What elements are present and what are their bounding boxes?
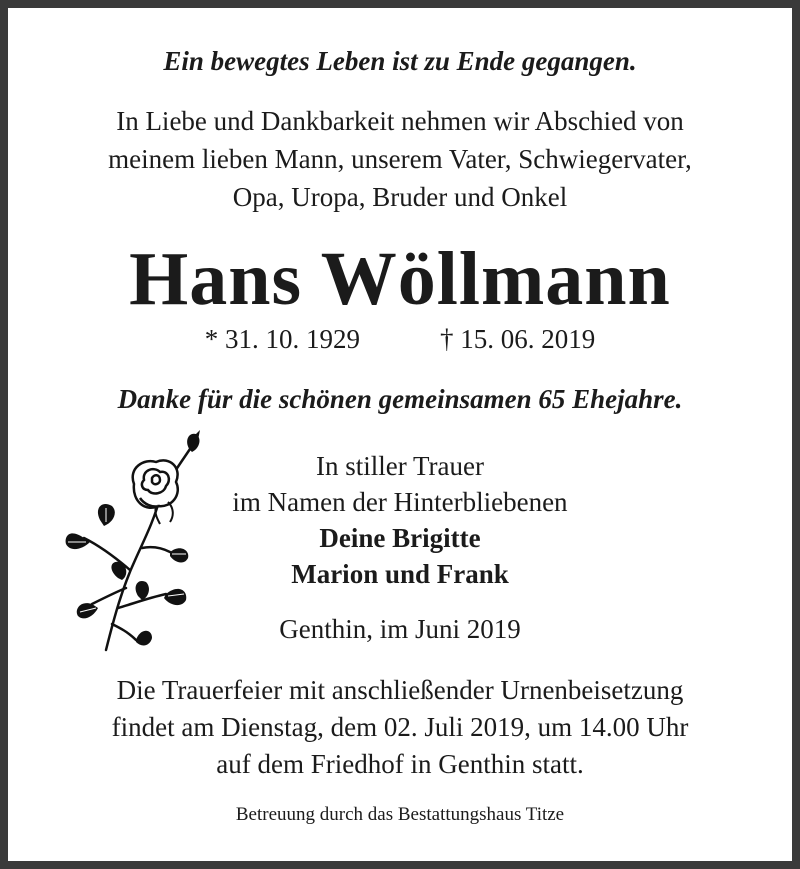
mourning-block [8, 448, 792, 592]
birth-date: * 31. 10. 1929 [204, 324, 360, 354]
deceased-name: Hans Wöllmann [129, 237, 671, 321]
funeral-line: Die Trauerfeier mit anschließender Urnenbeisetzung [116, 675, 684, 705]
motto-heading: Ein bewegtes Leben ist zu Ende gegangen. [163, 46, 637, 76]
mourner-name: Deine Brigitte [319, 523, 481, 553]
death-date: † 15. 06. 2019 [440, 324, 596, 354]
thanks-line: Danke für die schönen gemeinsamen 65 Ehejahre. [117, 384, 683, 414]
funeral-line: auf dem Friedhof in Genthin statt. [216, 749, 584, 779]
intro-line: In Liebe und Dankbarkeit nehmen wir Abschied von [116, 106, 684, 136]
intro-line: meinem lieben Mann, unserem Vater, Schwiegervater, [108, 144, 692, 174]
mourner-name: Marion und Frank [291, 559, 509, 589]
intro-line: Opa, Uropa, Bruder und Onkel [232, 182, 568, 212]
mourning-line: In stiller Trauer [316, 451, 484, 481]
funeral-line: findet am Dienstag, dem 02. Juli 2019, um 14.00 Uhr [111, 712, 689, 742]
intro-text [8, 102, 792, 216]
life-dates [8, 324, 792, 355]
undertaker-credit: Betreuung durch das Bestattungshaus Titze [235, 804, 565, 825]
place-date: Genthin, im Juni 2019 [279, 614, 521, 644]
funeral-info [8, 672, 792, 783]
mourning-line: im Namen der Hinterbliebenen [232, 487, 568, 517]
